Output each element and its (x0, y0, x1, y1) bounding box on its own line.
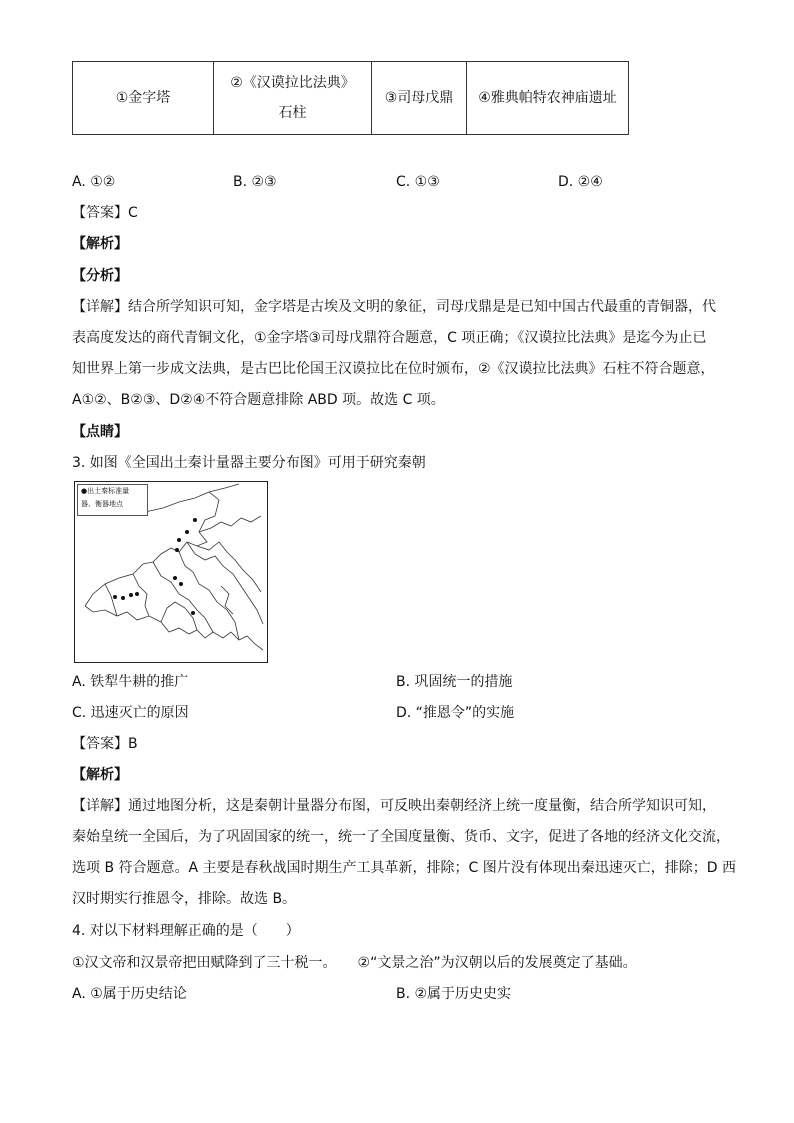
q2-detail-line-4: A①②、B②③、D②④不符合题意排除 ABD 项。故选 C 项。 (72, 392, 445, 408)
site-marker (179, 582, 183, 586)
q2-option-c: C. ①③ (396, 174, 440, 190)
q4-material: ①汉文帝和汉景帝把田赋降到了三十税一。 ②“文景之治”为汉朝以后的发展奠定了基础。 (72, 955, 637, 971)
q2-answer: 【答案】C (72, 205, 138, 221)
q3-answer: 【答案】B (72, 736, 138, 752)
q3-detail-line-4: 汉时期实行推恩令，排除。故选 B。 (72, 891, 297, 907)
site-marker (135, 592, 139, 596)
q3-detail-line-3: 选项 B 符合题意。A 主要是春秋战国时期生产工具革新，排除；C 图片没有体现出秦迅速灭亡，排除；D 西 (72, 860, 736, 876)
site-marker (191, 611, 195, 615)
q3-detail-line-1: 【详解】通过地图分析，这是秦朝计量器分布图，可反映出秦朝经济上统一度量衡，结合所学知识可知， (72, 798, 716, 814)
qin-measure-map (74, 481, 268, 663)
q2-detail-line-3: 知世界上第一步成文法典，是古巴比伦国王汉谟拉比在位时颁布，②《汉谟拉比法典》石柱不符合题意， (72, 361, 715, 377)
table-cell-hammurabi (214, 62, 372, 135)
map-line-3 (179, 552, 239, 640)
q2-fenxi-label: 【分析】 (72, 268, 128, 284)
q2-detail-line-2: 表高度发达的商代青铜文化，①金字塔③司母戊鼎符合题意，C 项正确；《汉谟拉比法典》是迄今为止已 (72, 330, 707, 346)
map-line-6 (161, 602, 197, 630)
site-marker (185, 530, 189, 534)
q2-option-a: A. ①② (72, 174, 116, 190)
q2-analysis-label: 【解析】 (72, 236, 128, 252)
q4-question: 4. 对以下材料理解正确的是（ ） (72, 923, 300, 939)
site-marker (173, 576, 177, 580)
map-line-8 (209, 484, 239, 492)
map-legend (77, 484, 148, 516)
site-marker (129, 593, 133, 597)
table-cell-parthenon: ④雅典帕特农神庙遗址 (467, 62, 629, 135)
q4-option-a: A. ①属于历史结论 (72, 986, 187, 1002)
site-marker (121, 596, 125, 600)
site-marker (113, 595, 117, 599)
q2-option-d: D. ②④ (558, 174, 603, 190)
q3-question: 3. 如图《全国出土秦计量器主要分布图》可用于研究秦朝 (72, 455, 426, 471)
q2-dianjing-label: 【点睛】 (72, 424, 128, 440)
table-cell-hammurabi-line1: ②《汉谟拉比法典》 (230, 75, 355, 91)
q3-option-d: D. “推恩令”的实施 (396, 705, 515, 721)
map-line-5 (197, 542, 261, 592)
q3-option-b: B. 巩固统一的措施 (396, 674, 513, 690)
map-line-2 (153, 562, 213, 632)
table-cell-pyramid: ①金字塔 (73, 62, 214, 135)
table-cell-simuwu: ③司母戊鼎 (372, 62, 467, 135)
map-legend-line-1: ●出土秦标准量 (81, 487, 130, 495)
q2-option-b: B. ②③ (233, 174, 277, 190)
site-marker (177, 538, 181, 542)
site-marker (175, 548, 179, 552)
q4-option-b: B. ②属于历史史实 (396, 986, 512, 1002)
q3-option-a: A. 铁犁牛耕的推广 (72, 674, 189, 690)
site-marker (193, 518, 197, 522)
table-cell-hammurabi-line2: 石柱 (278, 105, 307, 121)
q3-detail-line-2: 秦始皇统一全国后，为了巩固国家的统一，统一了全国度量衡、货币、文字，促进了各地的经济文化交流， (72, 829, 730, 845)
q2-detail-line-1: 【详解】结合所学知识可知，金字塔是古埃及文明的象征，司母戊鼎是是已知中国古代最重的青铜器，代 (72, 299, 716, 315)
q3-option-c: C. 迅速灭亡的原因 (72, 705, 189, 721)
map-legend-line-2: 器、衡器地点 (81, 500, 123, 508)
q3-analysis-label: 【解析】 (72, 767, 128, 783)
items-table (72, 61, 629, 135)
